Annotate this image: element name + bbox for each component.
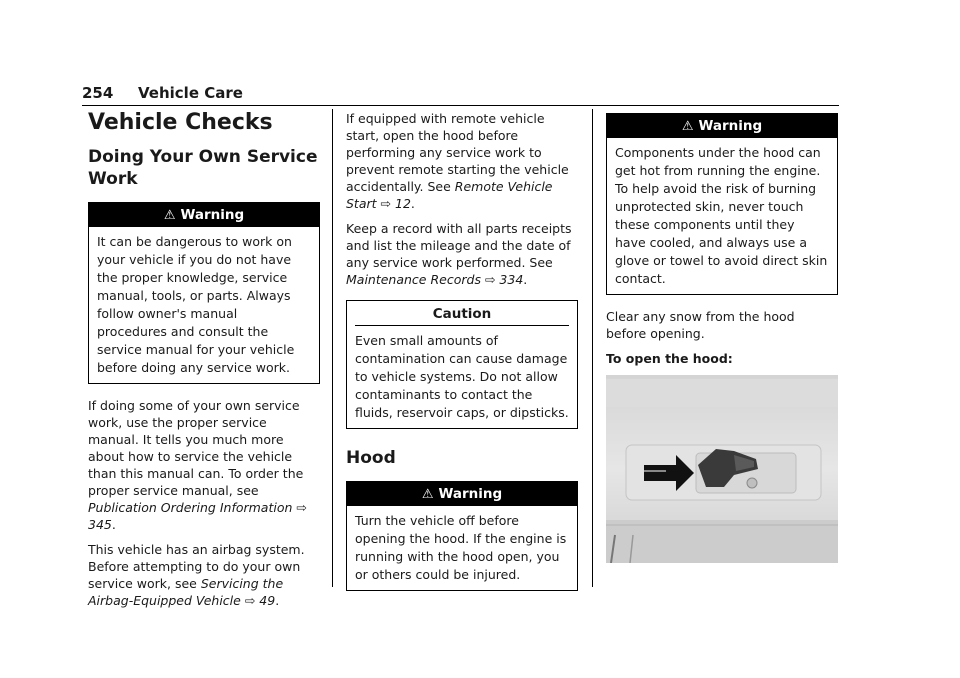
column-2 (346, 110, 578, 604)
warning-icon: ⚠ (163, 208, 176, 223)
page-title: Vehicle Checks (88, 110, 273, 135)
warning-text: It can be dangerous to work on your vehicle if you do not have the proper knowledge, service manual, tools, or parts. Always follow owner's manual procedures and consult the service manual for your vehicle before doing any service work. (97, 234, 295, 375)
section-name: Vehicle Care (138, 84, 243, 102)
warning-box (346, 481, 578, 591)
warning-icon: ⚠ (421, 487, 434, 502)
arrow-icon: ⇨ (484, 272, 496, 287)
cross-reference-link[interactable]: Publication Ordering Information (88, 500, 293, 515)
paragraph: Clear any snow from the hood before opening. (606, 309, 795, 341)
section-heading: Hood (346, 448, 396, 468)
page-reference[interactable]: 49 (259, 593, 276, 608)
page-number: 254 (82, 84, 114, 102)
warning-header (89, 203, 319, 227)
hood-release-photo (606, 375, 838, 563)
page-header (82, 84, 839, 106)
paragraph: If doing some of your own service work, use the proper service manual. It tells you much more about how to service the vehicle than this manual can. To order the proper service manual, see Publication Ordering Information ⇨ 345. (88, 398, 307, 532)
section-heading: Doing Your Own Service Work (88, 147, 318, 189)
arrow-icon: ⇨ (244, 593, 256, 608)
page-reference[interactable]: 12 (395, 196, 411, 211)
arrow-icon: ⇨ (296, 500, 307, 515)
cross-reference-link[interactable]: Servicing the Airbag-Equipped Vehicle (88, 576, 284, 608)
caution-label: Caution (355, 301, 569, 326)
warning-text: Turn the vehicle off before opening the hood. If the engine is running with the hood open, you or others could be injured. (355, 513, 567, 582)
column-divider (332, 109, 333, 587)
subheading: To open the hood: (606, 351, 733, 366)
column-1 (88, 110, 320, 617)
arrow-icon: ⇨ (380, 196, 392, 211)
caution-box (346, 300, 578, 429)
warning-text: Components under the hood can get hot from running the engine. To help avoid the risk of burning unprotected skin, never touch these components until they have cooled, and always use a glove or towel to avoid direct skin contact. (615, 145, 828, 286)
column-divider (592, 109, 593, 587)
page-reference[interactable]: 334 (499, 272, 524, 287)
paragraph: This vehicle has an airbag system. Before attempting to do your own service work, see Servicing the Airbag-Equipped Vehicle ⇨ 49. (88, 542, 305, 608)
paragraph: Keep a record with all parts receipts and list the mileage and the date of any service work performed. See Maintenance Records ⇨ 334. (346, 221, 572, 287)
warning-box (606, 113, 838, 295)
warning-label: Warning (180, 207, 245, 223)
cross-reference-link[interactable]: Maintenance Records (346, 272, 481, 287)
page-reference[interactable]: 345 (88, 517, 112, 532)
warning-icon: ⚠ (681, 119, 694, 134)
caution-text: Even small amounts of contamination can cause damage to vehicle systems. Do not allow contaminants to contact the fluids, reservoir caps, or dipsticks. (355, 333, 569, 420)
warning-header (607, 114, 837, 138)
warning-label: Warning (438, 486, 503, 502)
warning-label: Warning (698, 118, 763, 134)
cross-reference-link[interactable]: Remote Vehicle Start (346, 179, 553, 211)
warning-box (88, 202, 320, 384)
paragraph: If equipped with remote vehicle start, open the hood before performing any service work to prevent remote starting the vehicle accidentally. See Remote Vehicle Start ⇨ 12. (346, 111, 569, 211)
warning-header (347, 482, 577, 506)
